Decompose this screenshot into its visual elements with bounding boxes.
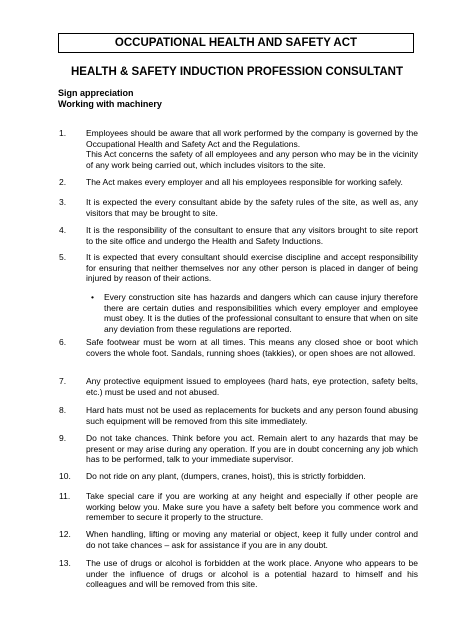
item-text: Any protective equipment issued to employees (hard hats, eye protection, safety belts, etc.) must be used and not abused.	[86, 376, 418, 397]
item-number: 4.	[59, 225, 67, 235]
item-text: Safe footwear must be worn at all times. This means any closed shoe or boot which covers the whole foot. Sandals, running shoes (takkies), or open shoes are not allowed.	[86, 337, 418, 358]
item-number: 6.	[59, 337, 67, 347]
item-number: 9.	[59, 433, 67, 443]
section-label-machinery: Working with machinery	[58, 99, 162, 109]
item-number: 8.	[59, 405, 67, 415]
item-text: Do not take chances. Think before you act. Remain alert to any hazards that may be present or may arise during any operation. If you are in doubt concerning any job which has to be performed, talk to your immediate supervisor.	[86, 433, 418, 465]
item-number: 2.	[59, 177, 67, 187]
item-number: 12.	[59, 529, 71, 539]
item-number: 11.	[59, 491, 71, 501]
bullet-text: Every construction site has hazards and dangers which can cause injury therefore there are certain duties and responsibilities which every employer and employee must obey. It is the duties of the professional consultant to ensure that when on site any deviation from these regulations are reported.	[104, 292, 418, 334]
item-text: Hard hats must not be used as replacements for buckets and any person found abusing such equipment will be removed from this site immediately.	[86, 405, 418, 426]
item-number: 5.	[59, 252, 67, 262]
item-text: It is expected that every consultant should exercise discipline and accept responsibility for ensuring that neither themselves nor any other person is placed in danger of being injured by reason of their actions.	[86, 252, 418, 284]
item-text: It is the responsibility of the consultant to ensure that any visitors brought to site report to the site office and undergo the Health and Safety Inductions.	[86, 225, 418, 246]
item-number: 3.	[59, 197, 67, 207]
item-number: 1.	[59, 128, 67, 138]
item-text: The use of drugs or alcohol is forbidden at the work place. Anyone who appears to be under the influence of drugs or alcohol is a potential hazard to himself and his colleagues and will be removed from this site.	[86, 558, 418, 590]
item-number: 7.	[59, 376, 67, 386]
item-text: It is expected the every consultant abide by the safety rules of the site, as well as, any visitors that may be brought to site.	[86, 197, 418, 218]
item-text-continued: This Act concerns the safety of all employees and any person who may be in the vicinity of any work being carried out, which includes visitors to the site.	[86, 149, 418, 170]
item-text: When handling, lifting or moving any material or object, keep it fully under control and do not take chances – ask for assistance if you are in any doubt.	[86, 529, 418, 550]
section-label-sign: Sign appreciation	[58, 88, 134, 98]
item-text: Take special care if you are working at any height and especially if other people are working below you. Make sure you have a safety belt before you commence work and remember to secure it properly to the structure.	[86, 491, 418, 523]
item-text: Do not ride on any plant, (dumpers, cranes, hoist), this is strictly forbidden.	[86, 471, 366, 481]
item-text: The Act makes every employer and all his employees responsible for working safely.	[86, 177, 403, 187]
bullet-dot: •	[91, 292, 94, 302]
document-subtitle: HEALTH & SAFETY INDUCTION PROFESSION CONSULTANT	[70, 66, 403, 78]
document-title: OCCUPATIONAL HEALTH AND SAFETY ACT	[58, 33, 414, 53]
item-number: 10.	[59, 471, 71, 481]
item-text: Employees should be aware that all work performed by the company is governed by the Occupational Health and Safety Act and the Regulations.	[86, 128, 418, 149]
item-number: 13.	[59, 558, 71, 568]
